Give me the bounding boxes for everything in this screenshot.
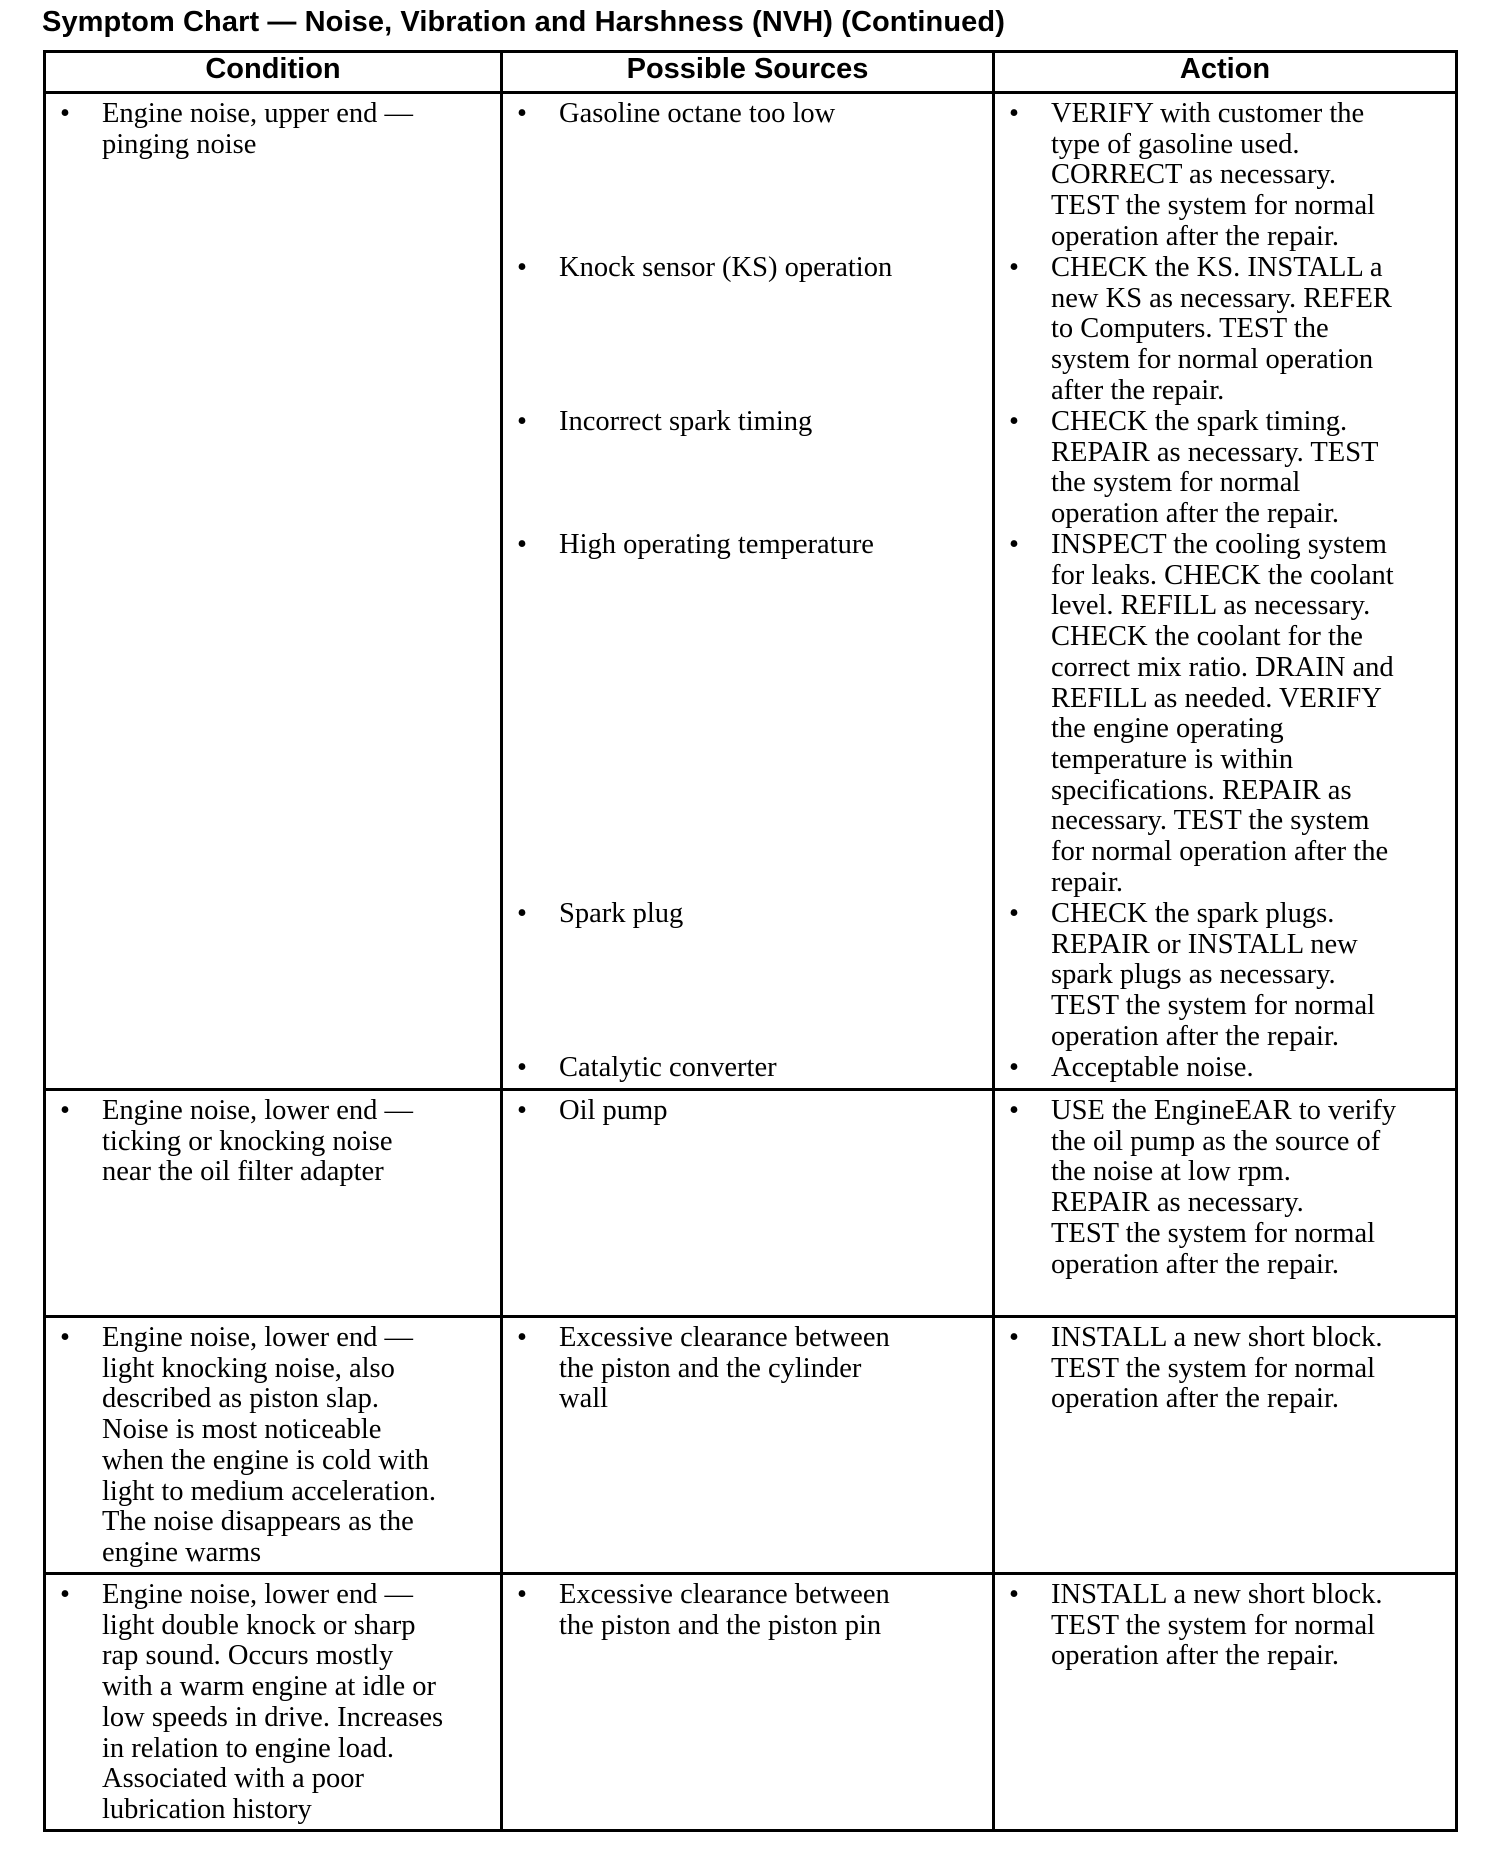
text-line: for normal operation after the xyxy=(1051,836,1389,868)
source-item-text xyxy=(559,530,992,561)
condition-item xyxy=(46,1318,500,1569)
source-item-text xyxy=(559,253,992,284)
text-line: operation after the repair. xyxy=(1051,220,1340,252)
text-line: Associated with a poor xyxy=(102,1763,364,1795)
text-line: described as piston slap. xyxy=(102,1383,380,1415)
bullet-icon: • xyxy=(517,1322,527,1353)
table-row xyxy=(45,1574,1457,1831)
text-line: TEST the system for normal xyxy=(1051,1217,1376,1249)
text-line: CORRECT as necessary. xyxy=(1051,159,1336,191)
condition-cell xyxy=(45,1574,502,1831)
text-line: Engine noise, lower end — xyxy=(102,1579,414,1610)
text-line: for leaks. CHECK the coolant xyxy=(1051,559,1394,591)
text-line: the oil pump as the source of xyxy=(1051,1125,1381,1157)
symptom-chart-table xyxy=(43,50,1458,1832)
text-line: REPAIR as necessary. TEST xyxy=(1051,436,1379,468)
text-line: Engine noise, lower end — xyxy=(102,1322,414,1353)
text-line: TEST the system for normal xyxy=(1051,1609,1376,1641)
text-line: REFILL as needed. VERIFY xyxy=(1051,682,1382,714)
action-item xyxy=(995,1091,1455,1280)
action-item-text xyxy=(1051,1053,1455,1084)
header-condition: Condition xyxy=(45,52,502,93)
condition-cell xyxy=(45,1090,502,1317)
condition-item-text xyxy=(102,1096,500,1188)
source-item-text xyxy=(559,899,992,930)
text-line: temperature is within xyxy=(1051,743,1294,775)
text-line: Knock sensor (KS) operation xyxy=(559,252,893,283)
action-item xyxy=(995,94,1455,253)
action-item xyxy=(995,894,1455,1053)
text-line: the system for normal xyxy=(1051,467,1301,499)
table-row xyxy=(45,93,1457,1090)
text-line: light to medium acceleration. xyxy=(102,1475,436,1507)
text-line: Oil pump xyxy=(559,1095,668,1126)
source-item-text xyxy=(559,1053,992,1084)
action-item-text xyxy=(1051,1323,1455,1415)
source-item-text xyxy=(559,99,992,130)
text-line: CHECK the spark plugs. xyxy=(1051,898,1335,929)
text-line: necessary. TEST the system xyxy=(1051,805,1370,837)
text-line: CHECK the coolant for the xyxy=(1051,621,1363,653)
text-line: Gasoline octane too low xyxy=(559,98,836,129)
bullet-icon: • xyxy=(60,1579,70,1610)
action-item-text xyxy=(1051,899,1455,1053)
text-line: CHECK the KS. INSTALL a xyxy=(1051,252,1383,283)
text-line: specifications. REPAIR as xyxy=(1051,774,1352,806)
text-line: the noise at low rpm. xyxy=(1051,1156,1291,1188)
text-line: INSTALL a new short block. xyxy=(1051,1322,1383,1353)
text-line: Incorrect spark timing xyxy=(559,406,813,437)
text-line: The noise disappears as the xyxy=(102,1506,414,1538)
bullet-icon: • xyxy=(1009,406,1019,437)
text-line: repair. xyxy=(1051,866,1124,898)
bullet-icon: • xyxy=(1009,1579,1019,1610)
bullet-icon: • xyxy=(60,1095,70,1126)
text-line: Excessive clearance between xyxy=(559,1322,890,1353)
text-line: Engine noise, upper end — xyxy=(102,98,414,129)
action-cell xyxy=(994,93,1457,1090)
condition-cell xyxy=(45,93,502,1090)
text-line: with a warm engine at idle or xyxy=(102,1671,436,1703)
bullet-icon: • xyxy=(60,98,70,129)
bullet-icon: • xyxy=(1009,1052,1019,1083)
text-line: the engine operating xyxy=(1051,713,1284,745)
action-item xyxy=(995,525,1455,898)
text-line: light double knock or sharp xyxy=(102,1609,416,1641)
source-item-text xyxy=(559,407,992,438)
text-line: lubrication history xyxy=(102,1793,312,1825)
text-line: wall xyxy=(559,1383,609,1415)
condition-item-text xyxy=(102,99,500,160)
text-line: near the oil filter adapter xyxy=(102,1156,384,1188)
text-line: operation after the repair. xyxy=(1051,1020,1340,1052)
text-line: operation after the repair. xyxy=(1051,1248,1340,1280)
text-line: TEST the system for normal xyxy=(1051,190,1376,222)
possible-sources-cell xyxy=(502,1574,994,1831)
source-item-text xyxy=(559,1580,992,1641)
text-line: REPAIR as necessary. xyxy=(1051,1187,1304,1219)
bullet-icon: • xyxy=(1009,252,1019,283)
text-line: USE the EngineEAR to verify xyxy=(1051,1095,1397,1126)
header-action: Action xyxy=(994,52,1457,93)
action-cell xyxy=(994,1574,1457,1831)
action-item-text xyxy=(1051,99,1455,253)
bullet-icon: • xyxy=(517,529,527,560)
text-line: Engine noise, lower end — xyxy=(102,1095,414,1126)
condition-item xyxy=(46,1575,500,1826)
condition-item xyxy=(46,1091,500,1188)
text-line: ticking or knocking noise xyxy=(102,1125,393,1157)
source-item xyxy=(503,402,992,438)
bullet-icon: • xyxy=(517,406,527,437)
text-line: Spark plug xyxy=(559,898,684,929)
text-line: operation after the repair. xyxy=(1051,498,1340,530)
bullet-icon: • xyxy=(60,1322,70,1353)
bullet-icon: • xyxy=(517,1052,527,1083)
text-line: operation after the repair. xyxy=(1051,1640,1340,1672)
action-item xyxy=(995,248,1455,407)
source-item xyxy=(503,94,992,130)
text-line: rap sound. Occurs mostly xyxy=(102,1640,394,1672)
bullet-icon: • xyxy=(1009,98,1019,129)
table-row xyxy=(45,1090,1457,1317)
text-line: low speeds in drive. Increases xyxy=(102,1701,444,1733)
action-item xyxy=(995,1575,1455,1672)
text-line: spark plugs as necessary. xyxy=(1051,959,1336,991)
source-item-text xyxy=(559,1096,992,1127)
source-item xyxy=(503,1318,992,1415)
text-line: to Computers. TEST the xyxy=(1051,313,1329,345)
text-line: CHECK the spark timing. xyxy=(1051,406,1348,437)
condition-item-text xyxy=(102,1580,500,1826)
condition-item xyxy=(46,94,500,160)
text-line: in relation to engine load. xyxy=(102,1732,395,1764)
bullet-icon: • xyxy=(517,98,527,129)
bullet-icon: • xyxy=(1009,1095,1019,1126)
text-line: operation after the repair. xyxy=(1051,1383,1340,1415)
text-line: Acceptable noise. xyxy=(1051,1052,1254,1083)
text-line: Catalytic converter xyxy=(559,1052,777,1083)
bullet-icon: • xyxy=(1009,1322,1019,1353)
text-line: light knocking noise, also xyxy=(102,1352,395,1384)
bullet-icon: • xyxy=(517,252,527,283)
text-line: new KS as necessary. REFER xyxy=(1051,282,1392,314)
action-item-text xyxy=(1051,407,1455,530)
text-line: TEST the system for normal xyxy=(1051,1352,1376,1384)
bullet-icon: • xyxy=(1009,898,1019,929)
source-item xyxy=(503,1575,992,1641)
text-line: correct mix ratio. DRAIN and xyxy=(1051,651,1394,683)
action-item-text xyxy=(1051,1096,1455,1280)
source-item xyxy=(503,1048,992,1084)
possible-sources-cell xyxy=(502,93,994,1090)
action-item xyxy=(995,1318,1455,1415)
text-line: pinging noise xyxy=(102,128,257,160)
text-line: Noise is most noticeable xyxy=(102,1414,382,1446)
text-line: level. REFILL as necessary. xyxy=(1051,590,1371,622)
bullet-icon: • xyxy=(517,1579,527,1610)
source-item xyxy=(503,248,992,284)
text-line: TEST the system for normal xyxy=(1051,990,1376,1022)
text-line: REPAIR or INSTALL new xyxy=(1051,928,1358,960)
source-item xyxy=(503,1091,992,1127)
possible-sources-cell xyxy=(502,1317,994,1574)
text-line: when the engine is cold with xyxy=(102,1444,429,1476)
text-line: engine warms xyxy=(102,1536,262,1568)
text-line: after the repair. xyxy=(1051,374,1225,406)
condition-item-text xyxy=(102,1323,500,1569)
text-line: Excessive clearance between xyxy=(559,1579,890,1610)
text-line: the piston and the cylinder xyxy=(559,1352,862,1384)
text-line: INSPECT the cooling system xyxy=(1051,529,1387,560)
action-cell xyxy=(994,1317,1457,1574)
action-item xyxy=(995,1048,1455,1084)
source-item xyxy=(503,894,992,930)
table-row xyxy=(45,1317,1457,1574)
bullet-icon: • xyxy=(517,1095,527,1126)
page-title: Symptom Chart — Noise, Vibration and Harshness (NVH) (Continued) xyxy=(42,6,1005,38)
bullet-icon: • xyxy=(1009,529,1019,560)
condition-cell xyxy=(45,1317,502,1574)
text-line: INSTALL a new short block. xyxy=(1051,1579,1383,1610)
action-cell xyxy=(994,1090,1457,1317)
action-item-text xyxy=(1051,253,1455,407)
text-line: system for normal operation xyxy=(1051,344,1374,376)
action-item-text xyxy=(1051,530,1455,898)
source-item xyxy=(503,525,992,561)
header-possible-sources: Possible Sources xyxy=(502,52,994,93)
source-item-text xyxy=(559,1323,992,1415)
text-line: VERIFY with customer the xyxy=(1051,98,1365,129)
possible-sources-cell xyxy=(502,1090,994,1317)
text-line: type of gasoline used. xyxy=(1051,128,1300,160)
action-item xyxy=(995,402,1455,530)
bullet-icon: • xyxy=(517,898,527,929)
text-line: High operating temperature xyxy=(559,529,874,560)
action-item-text xyxy=(1051,1580,1455,1672)
text-line: the piston and the piston pin xyxy=(559,1609,882,1641)
header-row xyxy=(45,52,1457,93)
